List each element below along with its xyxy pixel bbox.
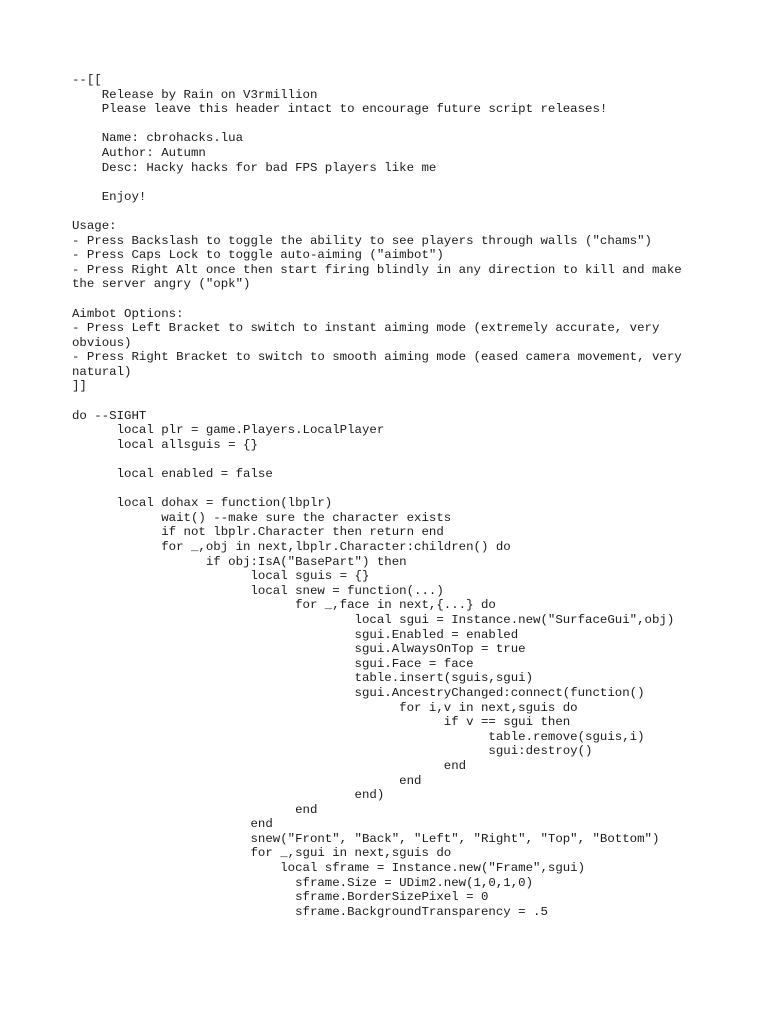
code-line: end [72, 773, 422, 788]
code-line: sgui.AlwaysOnTop = true [72, 642, 526, 657]
code-line: - Press Caps Lock to toggle auto-aiming ("aimbot") [72, 248, 444, 263]
code-line: snew("Front", "Back", "Left", "Right", "Top", "Bottom") [72, 831, 660, 846]
code-line: end) [72, 788, 385, 803]
code-line: sgui.Face = face [72, 656, 474, 671]
code-line [72, 292, 752, 307]
code-line: do --SIGHT [72, 408, 147, 423]
code-line: Aimbot Options: [72, 306, 184, 321]
code-line: Usage: [72, 218, 117, 233]
code-line: Desc: Hacky hacks for bad FPS players like me [72, 160, 437, 175]
code-line: sframe.BackgroundTransparency = .5 [72, 904, 548, 919]
code-line: table.remove(sguis,i) [72, 729, 645, 744]
code-line: for i,v in next,sguis do [72, 700, 578, 715]
code-line [72, 394, 752, 409]
code-line: Name: cbrohacks.lua [72, 131, 244, 146]
code-line: sgui.AncestryChanged:connect(function() [72, 685, 645, 700]
code-line: for _,sgui in next,sguis do [72, 846, 452, 861]
code-line: wait() --make sure the character exists [72, 510, 452, 525]
code-line: local sgui = Instance.new("SurfaceGui",obj) [72, 612, 675, 627]
code-line: sgui:destroy() [72, 744, 593, 759]
code-line: sframe.Size = UDim2.new(1,0,1,0) [72, 875, 534, 890]
code-document [72, 73, 752, 919]
code-line: Author: Autumn [72, 145, 206, 160]
code-line [72, 175, 752, 190]
code-line: local snew = function(...) [72, 583, 444, 598]
code-line: Release by Rain on V3rmillion [72, 87, 318, 102]
code-line: - Press Right Bracket to switch to smooth aiming mode (eased camera movement, very [72, 350, 682, 365]
code-line: if not lbplr.Character then return end [72, 525, 444, 540]
code-line: - Press Backslash to toggle the ability to see players through walls ("chams") [72, 233, 652, 248]
code-line: local allsguis = {} [72, 437, 258, 452]
code-line: table.insert(sguis,sgui) [72, 671, 534, 686]
code-line: - Press Left Bracket to switch to instant aiming mode (extremely accurate, very [72, 321, 660, 336]
code-line: Please leave this header intact to encourage future script releases! [72, 102, 608, 117]
code-line: the server angry ("opk") [72, 277, 251, 292]
code-line: obvious) [72, 335, 132, 350]
code-line: - Press Right Alt once then start firing blindly in any direction to kill and make [72, 262, 682, 277]
code-line: --[[ [72, 73, 102, 87]
code-line: local enabled = false [72, 467, 273, 482]
code-line: local sguis = {} [72, 569, 370, 584]
code-line: for _,face in next,{...} do [72, 598, 496, 613]
code-line: end [72, 802, 318, 817]
code-line: ]] [72, 379, 87, 394]
code-line: if v == sgui then [72, 715, 571, 730]
code-line: sframe.BorderSizePixel = 0 [72, 890, 489, 905]
code-line: sgui.Enabled = enabled [72, 627, 519, 642]
code-line: end [72, 758, 467, 773]
code-line: local dohax = function(lbplr) [72, 496, 333, 511]
code-line: Enjoy! [72, 189, 147, 204]
code-line: if obj:IsA("BasePart") then [72, 554, 407, 569]
code-line: local sframe = Instance.new("Frame",sgui) [72, 861, 586, 876]
code-line [72, 204, 752, 219]
code-line: natural) [72, 364, 132, 379]
code-line: end [72, 817, 273, 832]
code-line [72, 452, 752, 467]
code-line: for _,obj in next,lbplr.Character:children() do [72, 540, 511, 554]
code-line: local plr = game.Players.LocalPlayer [72, 423, 385, 438]
code-line [72, 117, 752, 132]
code-line [72, 482, 752, 497]
